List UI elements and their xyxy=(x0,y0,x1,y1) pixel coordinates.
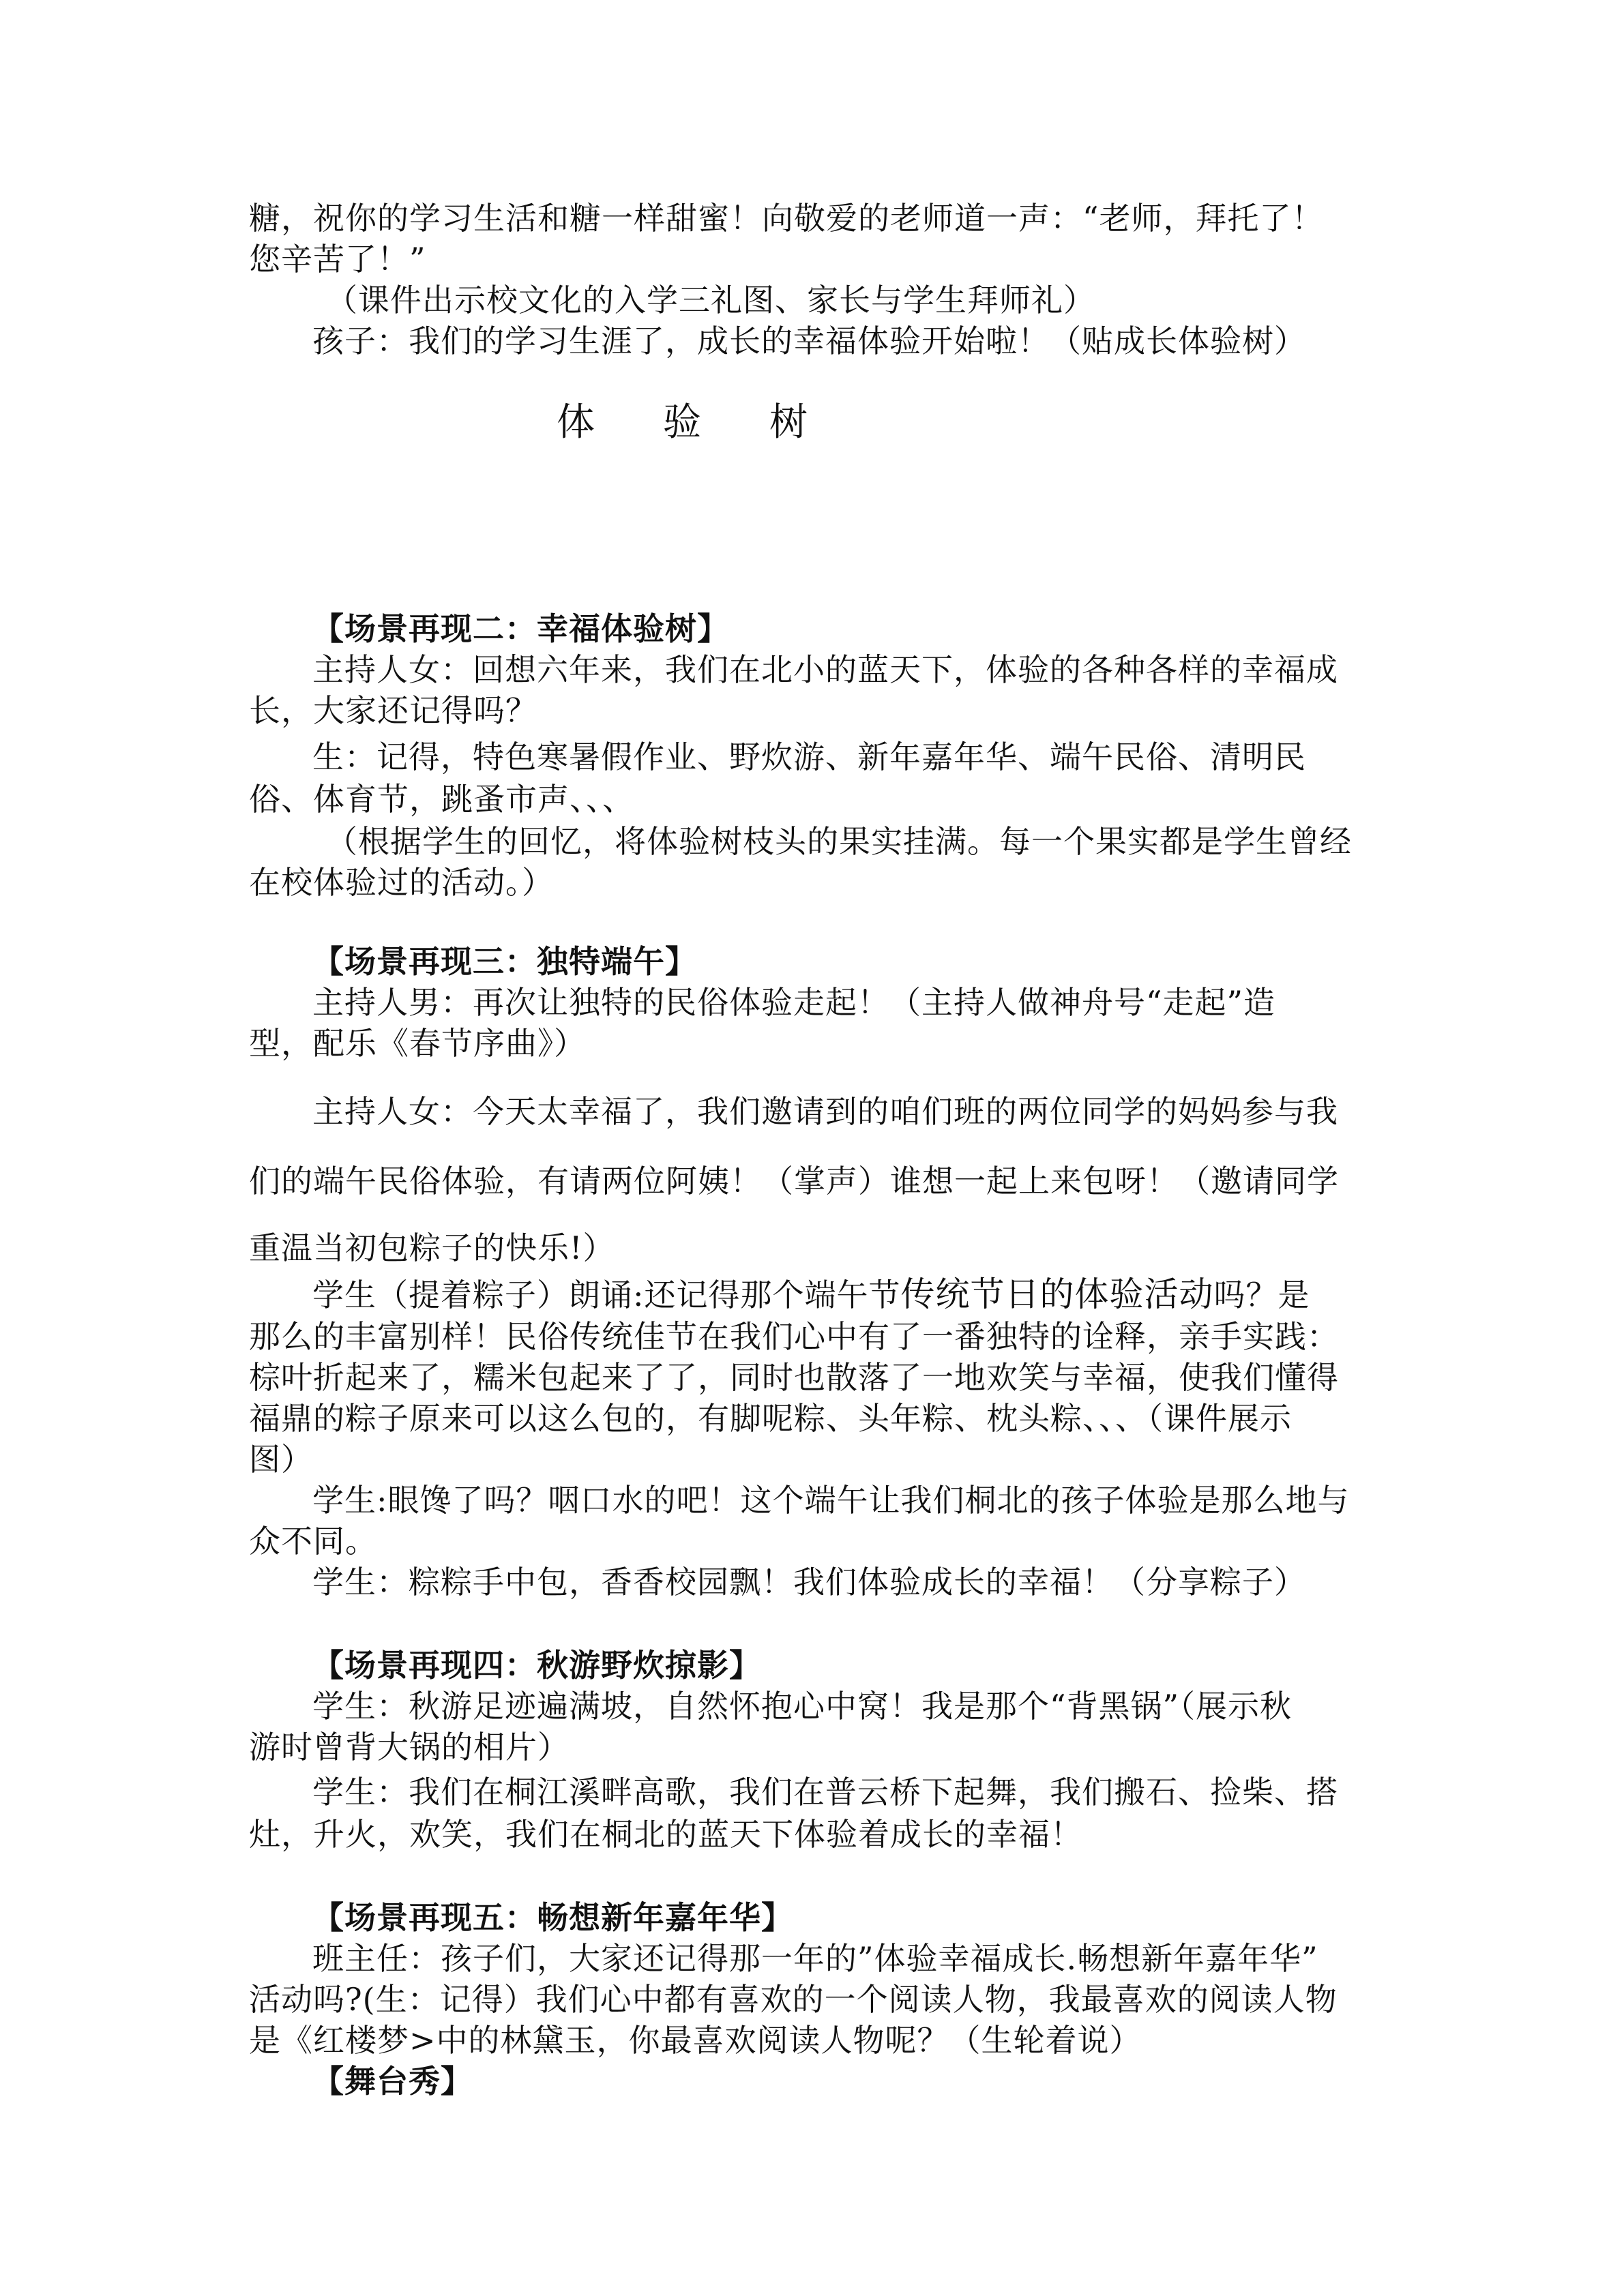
scene2-header: 【场景再现二：幸福体验树】 xyxy=(312,610,729,647)
scene5-line-1: 班主任：孩子们，大家还记得那一年的”体验幸福成长.畅想新年嘉年华” xyxy=(312,1940,1318,1977)
scene5-line-2: 活动吗?(生：记得）我们心中都有喜欢的一个阅读人物，我最喜欢的阅读人物 xyxy=(249,1981,1338,2018)
scene3-line-12: 众不同。 xyxy=(249,1523,377,1560)
scene4-line-3: 学生：我们在桐江溪畔高歌，我们在普云桥下起舞，我们搬石、捡柴、搭 xyxy=(312,1774,1338,1810)
scene3-line-9: 福鼎的粽子原来可以这么包的，有脚呢粽、头年粽、枕头粽、、、（课件展示 xyxy=(249,1400,1292,1437)
scene3-line-11: 学生:眼馋了吗？咽口水的吧！这个端午让我们桐北的孩子体验是那么地与 xyxy=(312,1482,1350,1519)
scene5-header: 【场景再现五：畅想新年嘉年华】 xyxy=(312,1899,793,1936)
scene3-line-2: 型，配乐《春节序曲》） xyxy=(249,1025,586,1062)
scene3-line-6b: 传统节日的体验活动 xyxy=(900,1274,1214,1314)
scene3-line-7: 那么的丰富别样！民俗传统佳节在我们心中有了一番独特的诠释，亲手实践： xyxy=(249,1318,1339,1355)
scene2-line-3: 生：记得，特色寒暑假作业、野炊游、新年嘉年华、端午民俗、清明民 xyxy=(312,739,1306,775)
intro-line-2: 您辛苦了！” xyxy=(249,241,426,278)
scene4-header: 【场景再现四：秋游野炊掠影】 xyxy=(312,1647,761,1684)
scene3-line-4: 们的端午民俗体验，有请两位阿姨！（掌声）谁想一起上来包呀！（邀请同学 xyxy=(249,1163,1339,1199)
scene3-line-6a: 学生（提着粽子）朗诵:还记得那个端午节 xyxy=(312,1277,901,1313)
scene2-line-2: 长，大家还记得吗？ xyxy=(249,692,537,729)
tree-title-char-1: 体 xyxy=(557,400,595,445)
scene5-line-3: 是《红楼梦>中的林黛玉，你最喜欢阅读人物呢？（生轮着说） xyxy=(249,2022,1142,2059)
scene4-line-4: 灶，升火，欢笑，我们在桐北的蓝天下体验着成长的幸福！ xyxy=(249,1816,1082,1853)
tree-title-char-2: 验 xyxy=(663,400,701,445)
scene2-line-4: 俗、体育节，跳蚤市声、、、 xyxy=(249,781,634,818)
scene3-line-10: 图） xyxy=(249,1441,313,1478)
intro-line-3: （课件出示校文化的入学三礼图、家长与学生拜师礼） xyxy=(326,282,1095,318)
scene2-line-5: （根据学生的回忆，将体验树枝头的果实挂满。每一个果实都是学生曾经 xyxy=(326,823,1352,860)
scene4-line-2: 游时曾背大锅的相片） xyxy=(249,1729,570,1765)
scene3-line-3: 主持人女：今天太幸福了，我们邀请到的咱们班的两位同学的妈妈参与我 xyxy=(312,1093,1338,1130)
scene4-line-1: 学生：秋游足迹遍满坡，自然怀抱心中窝！我是那个“背黑锅”（展示秋 xyxy=(312,1688,1293,1725)
scene2-line-1: 主持人女：回想六年来，我们在北小的蓝天下，体验的各种各样的幸福成 xyxy=(312,651,1338,688)
intro-line-4: 孩子：我们的学习生涯了，成长的幸福体验开始啦！（贴成长体验树） xyxy=(312,323,1306,359)
scene2-line-6: 在校体验过的活动。） xyxy=(249,864,554,901)
scene3-line-6 xyxy=(312,1274,1310,1315)
intro-line-1: 糖，祝你的学习生活和糖一样甜蜜！向敬爱的老师道一声：“老师，拜托了！ xyxy=(249,200,1324,237)
scene3-header: 【场景再现三：独特端午】 xyxy=(312,943,697,980)
stage-show-header: 【舞台秀】 xyxy=(312,2063,473,2100)
scene3-line-5: 重温当初包粽子的快乐!） xyxy=(249,1229,615,1266)
tree-title xyxy=(557,399,808,447)
scene3-line-6c: 吗？是 xyxy=(1213,1277,1310,1313)
tree-title-char-3: 树 xyxy=(769,400,808,445)
scene3-line-8: 棕叶折起来了，糯米包起来了了，同时也散落了一地欢笑与幸福，使我们懂得 xyxy=(249,1359,1339,1396)
scene3-line-13: 学生：粽粽手中包，香香校园飘！我们体验成长的幸福！（分享粽子） xyxy=(312,1564,1306,1600)
scene3-line-1: 主持人男：再次让独特的民俗体验走起！（主持人做神舟号“走起”造 xyxy=(312,984,1276,1021)
